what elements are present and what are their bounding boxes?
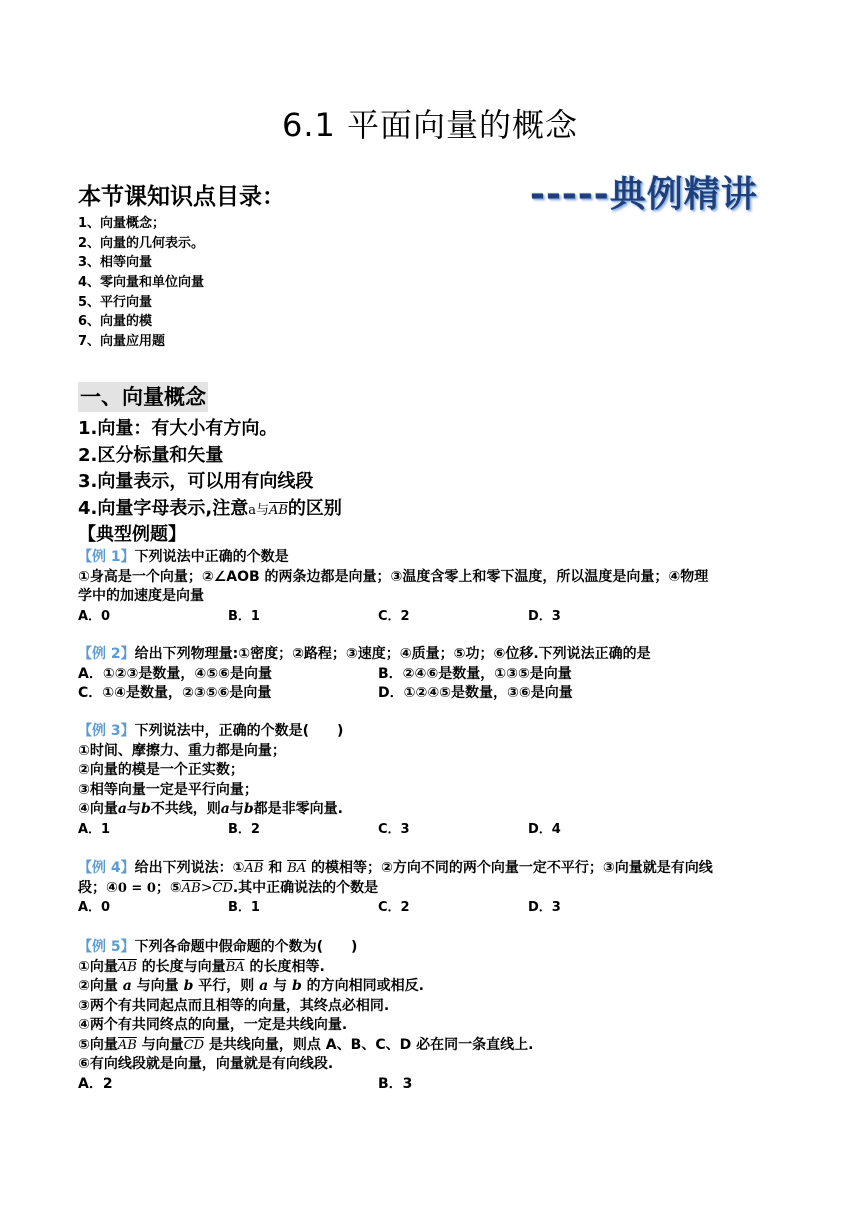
example-line: 学中的加速度是向量	[78, 588, 204, 604]
example-4	[78, 859, 788, 918]
vector-AB: $\overline{AB}$	[117, 959, 137, 975]
option-b: B．2	[228, 821, 260, 837]
option-d: D．4	[528, 821, 561, 837]
option-c: C．3	[378, 821, 410, 837]
vector-b: b	[243, 801, 254, 817]
toc-item: 6、向量的模	[78, 314, 153, 330]
option-b: B．1	[228, 608, 260, 624]
toc-list	[78, 214, 204, 352]
example-line: ②向量的模是一个正实数；	[78, 762, 244, 778]
example-line: ③相等向量一定是平行向量；	[78, 781, 258, 798]
option-b: B．②④⑥是数量，①③⑤是向量	[378, 665, 572, 682]
line-text: ①向量	[78, 958, 118, 975]
example-line: ③两个有共同起点而且相等的向量，其终点必相同.	[78, 997, 390, 1014]
option-c: C．2	[378, 608, 410, 624]
options-row	[78, 665, 788, 685]
vector-a: a	[117, 801, 127, 817]
options-row	[78, 820, 788, 840]
options-row	[78, 1075, 788, 1095]
option-b: B．1	[228, 900, 260, 915]
example-line	[78, 800, 788, 820]
point-1: 1.向量：有大小有方向。	[78, 418, 278, 439]
line-text: 段；④	[78, 879, 118, 896]
line-text: 与	[229, 801, 244, 817]
line-text: 的模相等；②方向不同的两个向量一定不平行；③向量就是有向线	[311, 860, 713, 876]
page-title: 6.1 平面向量的概念	[281, 106, 579, 144]
example-line: ⑥有向线段就是向量，向量就是有向线段.	[78, 1056, 334, 1072]
vector-BA: $\overline{BA}$	[225, 959, 245, 975]
line-text: 和	[268, 860, 283, 876]
vector-CD: $\overline{CD}$	[183, 1037, 205, 1053]
example-line: ④两个有共同终点的向量，一定是共线向量.	[78, 1017, 348, 1033]
line-text: 与向量	[141, 1036, 184, 1053]
line-text: 是共线向量，则点 A、B、C、D 必在同一条直线上.	[208, 1036, 534, 1053]
example-tag: 【例 2】	[78, 646, 135, 662]
option-a: A．2	[78, 1075, 113, 1092]
option-a: A．0	[78, 608, 111, 624]
point-2: 2.区分标量和矢量	[78, 445, 224, 466]
options-row	[78, 898, 788, 918]
line-text: ④向量	[78, 801, 118, 817]
example-question: 给出下列物理量:①密度；②路程；③速度；④质量；⑤功；⑥位移.下列说法正确的是	[134, 646, 651, 662]
banner-text: -----典例精讲	[530, 174, 758, 215]
vector-AB: $\overline{AB}$	[181, 880, 201, 896]
greater-than: >	[200, 879, 213, 896]
option-d: D．3	[528, 608, 561, 624]
line-text: 与向量	[136, 978, 179, 994]
vector-a: a	[220, 801, 230, 817]
line-text: 的长度相等.	[249, 958, 325, 975]
example-1	[78, 548, 788, 626]
example-tag: 【例 4】	[78, 860, 135, 876]
examples-heading: 【典型例题】	[78, 524, 186, 545]
option-c: C．①④是数量，②③⑤⑥是向量	[78, 685, 272, 701]
option-a: A．0	[78, 900, 111, 915]
option-a: A．①②③是数量，④⑤⑥是向量	[78, 665, 272, 682]
line-text: 与	[126, 801, 141, 817]
line-text: 平行，则	[198, 978, 255, 994]
line-text: 与	[273, 978, 288, 994]
point-4-text: 4.向量字母表示,注意	[78, 498, 249, 519]
example-question: 下列说法中正确的个数是	[134, 549, 289, 565]
point-4-ab: $\overline{AB}$	[268, 503, 288, 518]
line-text: ；⑤	[155, 879, 182, 896]
option-b: B．3	[378, 1075, 413, 1092]
section-heading: 一、向量概念	[78, 382, 208, 412]
example-tag: 【例 5】	[78, 939, 135, 955]
vector-AB: $\overline{AB}$	[117, 1037, 137, 1053]
line-text: 的方向相同或相反.	[306, 978, 424, 994]
line-text: ②向量	[78, 978, 118, 994]
toc-item: 1、向量概念；	[78, 216, 166, 231]
example-tag: 【例 3】	[78, 723, 135, 739]
line-text: 给出下列说法：①	[134, 860, 245, 876]
example-line: ①身高是一个向量；②∠AOB 的两条边都是向量；③温度含零上和零下温度，所以温度是向量；④物理	[78, 568, 709, 585]
point-4-end: 的区别	[287, 498, 342, 519]
toc-item: 5、平行向量	[78, 294, 153, 310]
toc-heading: 本节课知识点目录：	[78, 184, 285, 210]
line-text: 的长度与向量	[141, 958, 226, 975]
point-3: 3.向量表示，可以用有向线段	[78, 471, 314, 492]
vector-CD: $\overline{CD}$	[212, 880, 233, 896]
options-row	[78, 607, 788, 627]
vector-a: a	[122, 978, 132, 994]
line-text: 都是非零向量.	[253, 801, 343, 817]
vector-b: b	[291, 978, 302, 994]
toc-item: 2、向量的几何表示。	[78, 235, 205, 251]
example-2	[78, 645, 788, 704]
vector-BA: $\overline{BA}$	[287, 861, 307, 876]
options-row	[78, 684, 788, 704]
example-question: 下列说法中，正确的个数是( )	[134, 723, 344, 739]
point-4-a: a与	[248, 503, 269, 518]
example-line: ①时间、摩擦力、重力都是向量；	[78, 742, 286, 759]
zero-vector: 0 = 0	[117, 880, 156, 896]
option-a: A．1	[78, 821, 111, 837]
option-d: D．①②④⑤是数量，③⑥是向量	[378, 685, 573, 701]
vector-b: b	[183, 978, 194, 994]
toc-item: 3、相等向量	[78, 255, 153, 271]
example-tag: 【例 1】	[78, 549, 135, 565]
vector-b: b	[140, 801, 151, 817]
point-4	[78, 494, 342, 520]
line-text: ⑤向量	[78, 1036, 118, 1053]
example-5	[78, 938, 788, 1094]
line-text: .其中正确说法的个数是	[232, 879, 379, 896]
example-3	[78, 722, 788, 839]
vector-AB: $\overline{AB}$	[244, 861, 264, 876]
example-question: 下列各命题中假命题的个数为( )	[134, 939, 358, 955]
option-c: C．2	[378, 900, 410, 915]
toc-item: 4、零向量和单位向量	[78, 275, 205, 291]
option-d: D．3	[528, 900, 561, 915]
toc-item: 7、向量应用题	[78, 334, 166, 350]
vector-a: a	[259, 978, 269, 994]
line-text: 不共线，则	[150, 801, 221, 817]
